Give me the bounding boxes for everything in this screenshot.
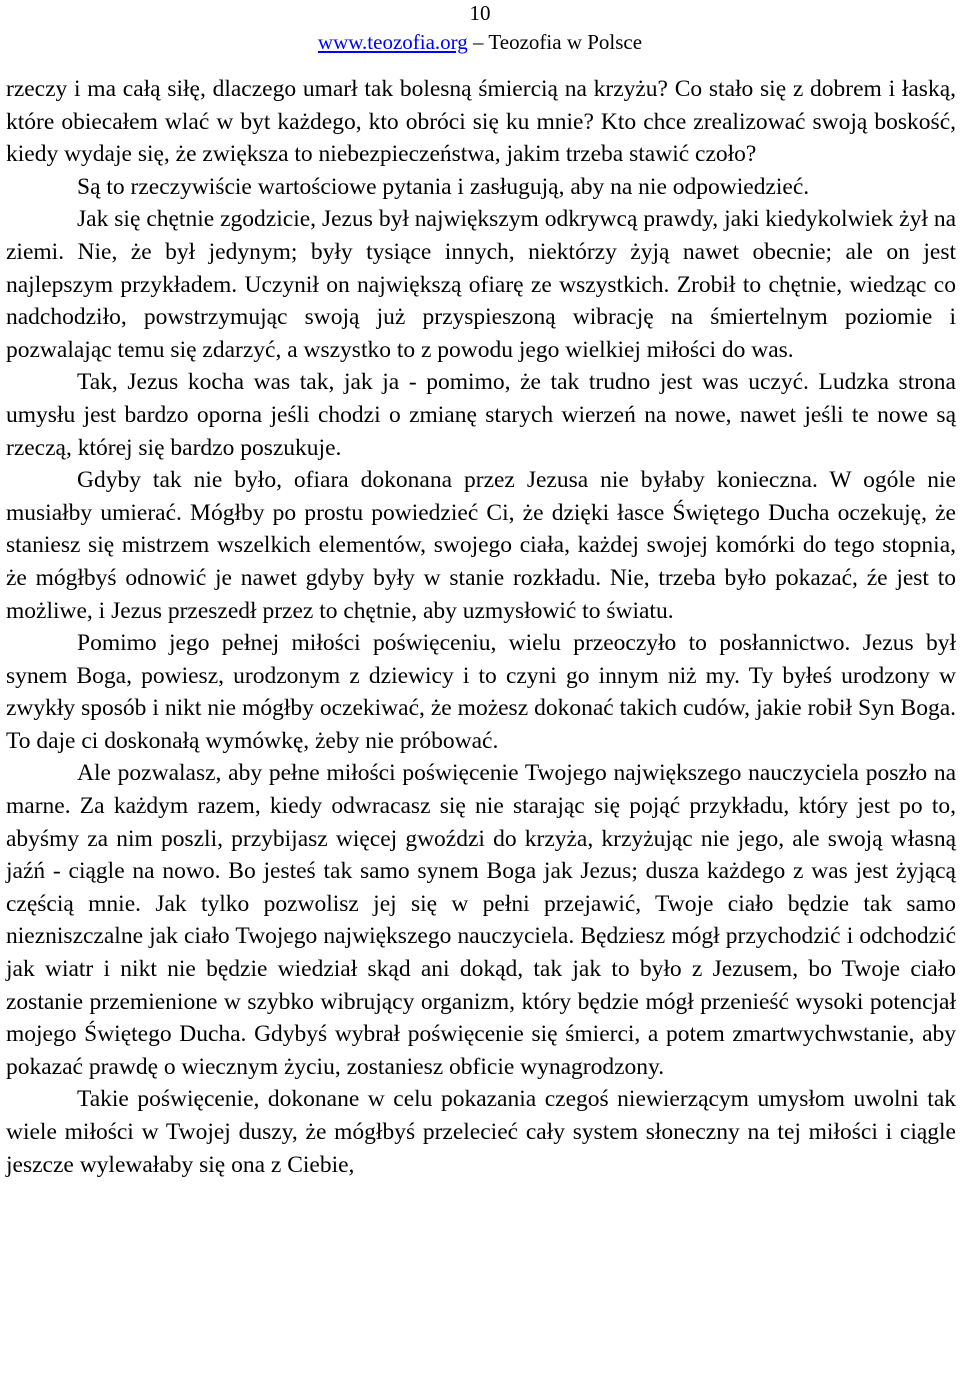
site-title: Teozofia w Polsce <box>488 30 643 54</box>
site-link[interactable]: www.teozofia.org <box>317 30 468 54</box>
running-header <box>0 27 960 57</box>
paragraph-1: rzeczy i ma całą siłę, dlaczego umarł tak bolesną śmiercią na krzyżu? Co stało się z dobrem i łaską, które obiecałem wlać w byt każdego, kto obróci się ku mnie? Kto chce zrealizować swoją boskość, kiedy wydaje się, że zwiększa to niebezpieczeństwa, jakim trzeba stawić czoło? <box>6 76 956 168</box>
paragraph-6: Pomimo jego pełnej miłości poświęceniu, wielu przeoczyło to posłannictwo. Jezus był synem Boga, powiesz, urodzonym z dziewicy i to czyni go innym niż my. Ty byłeś urodzony w zwykły sposób i nikt nie mógłby oczekiwać, że możesz dokonać takich cudów, jakie robił Syn Boga. To daje ci doskonałą wymówkę, żeby nie próbować. <box>6 630 956 754</box>
document-body <box>6 73 956 1181</box>
header-separator: – <box>467 30 489 54</box>
paragraph-3: Jak się chętnie zgodzicie, Jezus był największym odkrywcą prawdy, jaki kiedykolwiek żył na ziemi. Nie, że był jedynym; były tysiące innych, niektórzy żyją nawet obecnie; ale on jest najlepszym przykładem. Uczynił on największą ofiarę ze wszystkich. Zrobił to chętnie, wiedząc co nadchodziło, powstrzymując swoją już przyspieszoną wibrację na śmiertelnym poziomie i pozwalając temu się zdarzyć, a wszystko to z powodu jego wielkiej miłości do was. <box>6 206 956 363</box>
paragraph-8: Takie poświęcenie, dokonane w celu pokazania czegoś niewierzącym umysłom uwolni tak wiele miłości w Twojej duszy, że mógłbyś przelecieć cały system słoneczny na tej miłości i ciągle jeszcze wylewałaby się ona z Ciebie, <box>6 1086 956 1178</box>
paragraph-7: Ale pozwalasz, aby pełne miłości poświęcenie Twojego największego nauczyciela poszło na marne. Za każdym razem, kiedy odwracasz się nie starając się pojąć przykładu, który jest po to, abyśmy za nim poszli, przybijasz więcej gwoździ do krzyża, krzyżując nie jego, ale swoją własną jaźń - ciągle na nowo. Bo jesteś tak samo synem Boga jak Jezus; dusza każdego z was jest żyjącą częścią mnie. Jak tylko pozwolisz jej się w pełni przejawić, Twoje ciało będzie tak samo niezniszczalne jak ciało Twojego największego nauczyciela. Będziesz mógł przychodzić i odchodzić jak wiatr i nikt nie będzie wiedział skąd ani dokąd, tak jak to było z Jezusem, bo Twoje ciało zostanie przemienione w szybko wibrujący organizm, który będzie mógł przenieść wysoki potencjał mojego Świętego Ducha. Gdybyś wybrał poświęcenie się śmierci, a potem zmartwychwstanie, aby pokazać prawdę o wiecznym życiu, zostaniesz obficie wynagrodzony. <box>6 760 956 1080</box>
paragraph-5: Gdyby tak nie było, ofiara dokonana przez Jezusa nie byłaby konieczna. W ogóle nie musiałby umierać. Mógłby po prostu powiedzieć Ci, że dzięki łasce Świętego Ducha oczekuję, że staniesz się mistrzem wszelkich elementów, swojego ciała, każdej swojej komórki do tego stopnia, że mógłbyś odnowić je nawet gdyby były w stanie rozkładu. Nie, trzeba było pokazać, źe jest to możliwe, i Jezus przeszedł przez to chętnie, aby uzmysłowić to światu. <box>6 467 956 624</box>
page-header <box>0 0 960 57</box>
page-number: 10 <box>469 1 491 25</box>
paragraph-4: Tak, Jezus kocha was tak, jak ja - pomimo, że tak trudno jest was uczyć. Ludzka strona umysłu jest bardzo oporna jeśli chodzi o zmianę starych wierzeń na nowe, nawet jeśli te nowe są rzeczą, której się bardzo poszukuje. <box>6 369 956 461</box>
paragraph-2: Są to rzeczywiście wartościowe pytania i zasługują, aby na nie odpowiedzieć. <box>77 173 810 200</box>
